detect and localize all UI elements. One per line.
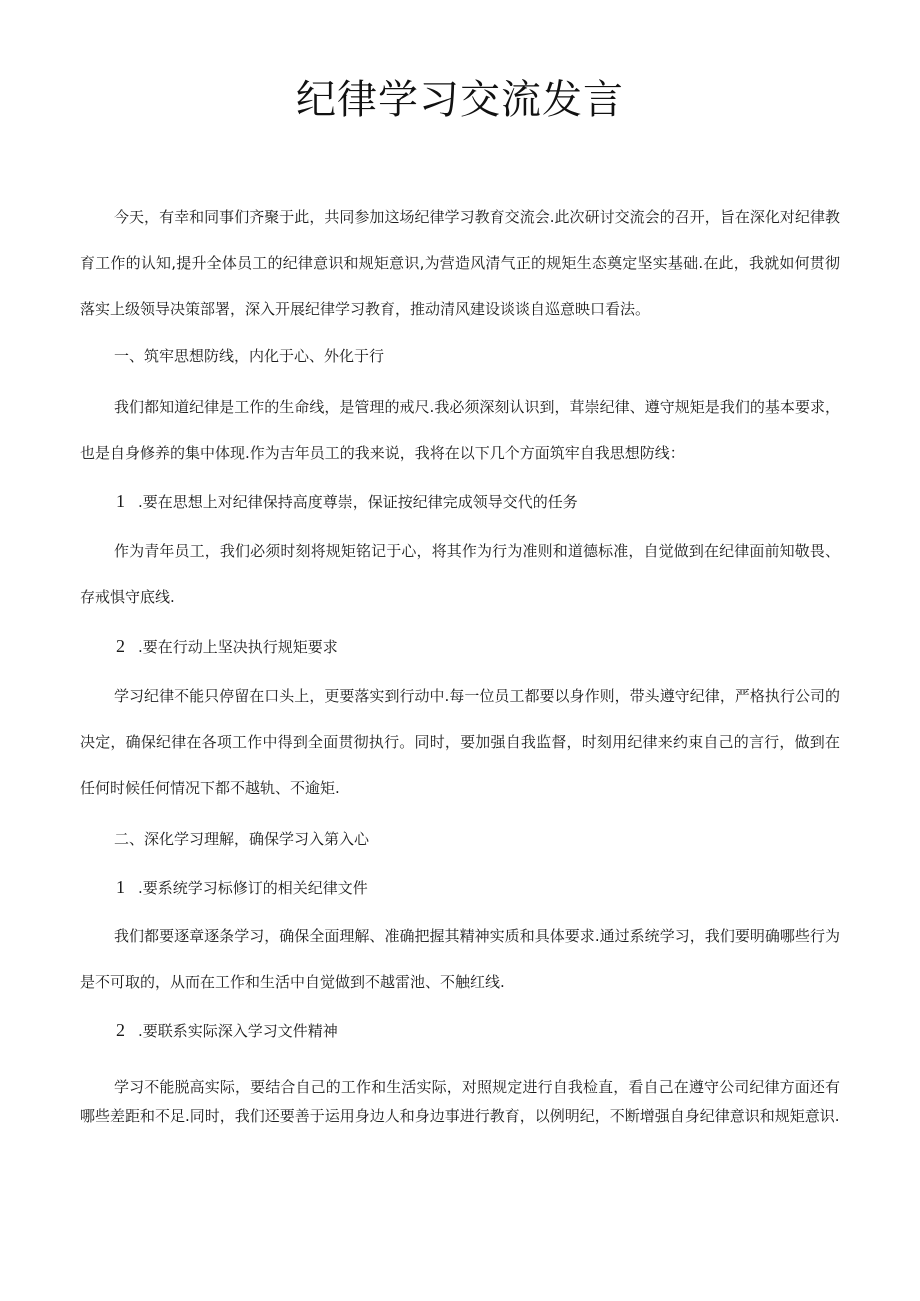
section-2-item-2-heading [80,1018,876,1043]
intro-paragraph: 今天，有幸和同事们齐聚于此，共同参加这场纪律学习教育交流会.此次研讨交流会的召开，旨在深化对纪律教育工作的认知,提升全体员工的纪律意识和规矩意识,为营造风清气正的规矩生态奠定坚实基础.在此，我就如何贯彻落实上级领导决策部署，深入开展纪律学习教育，推动清风建设谈谈自巡意映口看法。 [80,208,840,318]
document-title: 纪律学习交流发言 [296,77,624,123]
item-title: .要系统学习标修订的相关纪律文件 [138,879,368,897]
section-1-item-2-paragraph: 学习纪律不能只停留在口头上，更要落实到行动中.每一位员工都要以身作则，带头遵守纪律，严格执行公司的决定，确保纪律在各项工作中得到全面贯彻执行。同时，要加强自我监督，时刻用纪律来约束自己的言行，做到在任何时候任何情况下都不越轨、不逾矩. [80,687,840,797]
item-title: .要在思想上对纪律保持高度尊崇，保证按纪律完成领导交代的任务 [138,493,578,511]
section-1-heading: 一、筑牢思想防线，内化于心、外化于行 [114,347,385,365]
item-title: .要在行动上坚决执行规矩要求 [138,638,338,656]
section-1-paragraph: 我们都知道纪律是工作的生命线，是管理的戒尺.我必须深刻认识到，茸崇纪律、遵守规矩是我们的基本要求，也是自身修养的集中体现.作为吉年员工的我来说，我将在以下几个方面筑牢自我思想防线： [80,398,840,462]
section-2-item-2-paragraph: 学习不能脱高实际，要结合自己的工作和生活实际，对照规定进行自我检直，看自己在遵守公司纪律方面还有哪些差距和不足.同时，我们还要善于运用身边人和身边事进行教育，以例明纪，不断增强自身纪律意识和规矩意识. [80,1078,840,1125]
section-2-heading: 二、深化学习理解，确保学习入第入心 [114,830,370,848]
item-title: .要联系实际深入学习文件精神 [138,1022,338,1040]
section-1-item-1-paragraph: 作为青年员工，我们必须时刻将规矩铭记于心，将其作为行为准则和道德标准，自觉做到在纪律面前知敬畏、存戒惧守底线. [80,542,840,606]
section-1-item-1-heading [80,489,876,514]
item-number: 1 [116,877,125,897]
item-number: 2 [116,1020,125,1040]
section-2-item-1-heading [80,875,876,900]
item-number: 2 [116,636,125,656]
section-2-item-1-paragraph: 我们都要逐章逐条学习，确保全面理解、准确把握其精神实质和具体要求.通过系统学习，我们要明确哪些行为是不可取的，从而在工作和生活中自觉做到不越雷池、不触红线. [80,927,840,991]
section-1-item-2-heading [80,634,876,659]
item-number: 1 [116,491,125,511]
